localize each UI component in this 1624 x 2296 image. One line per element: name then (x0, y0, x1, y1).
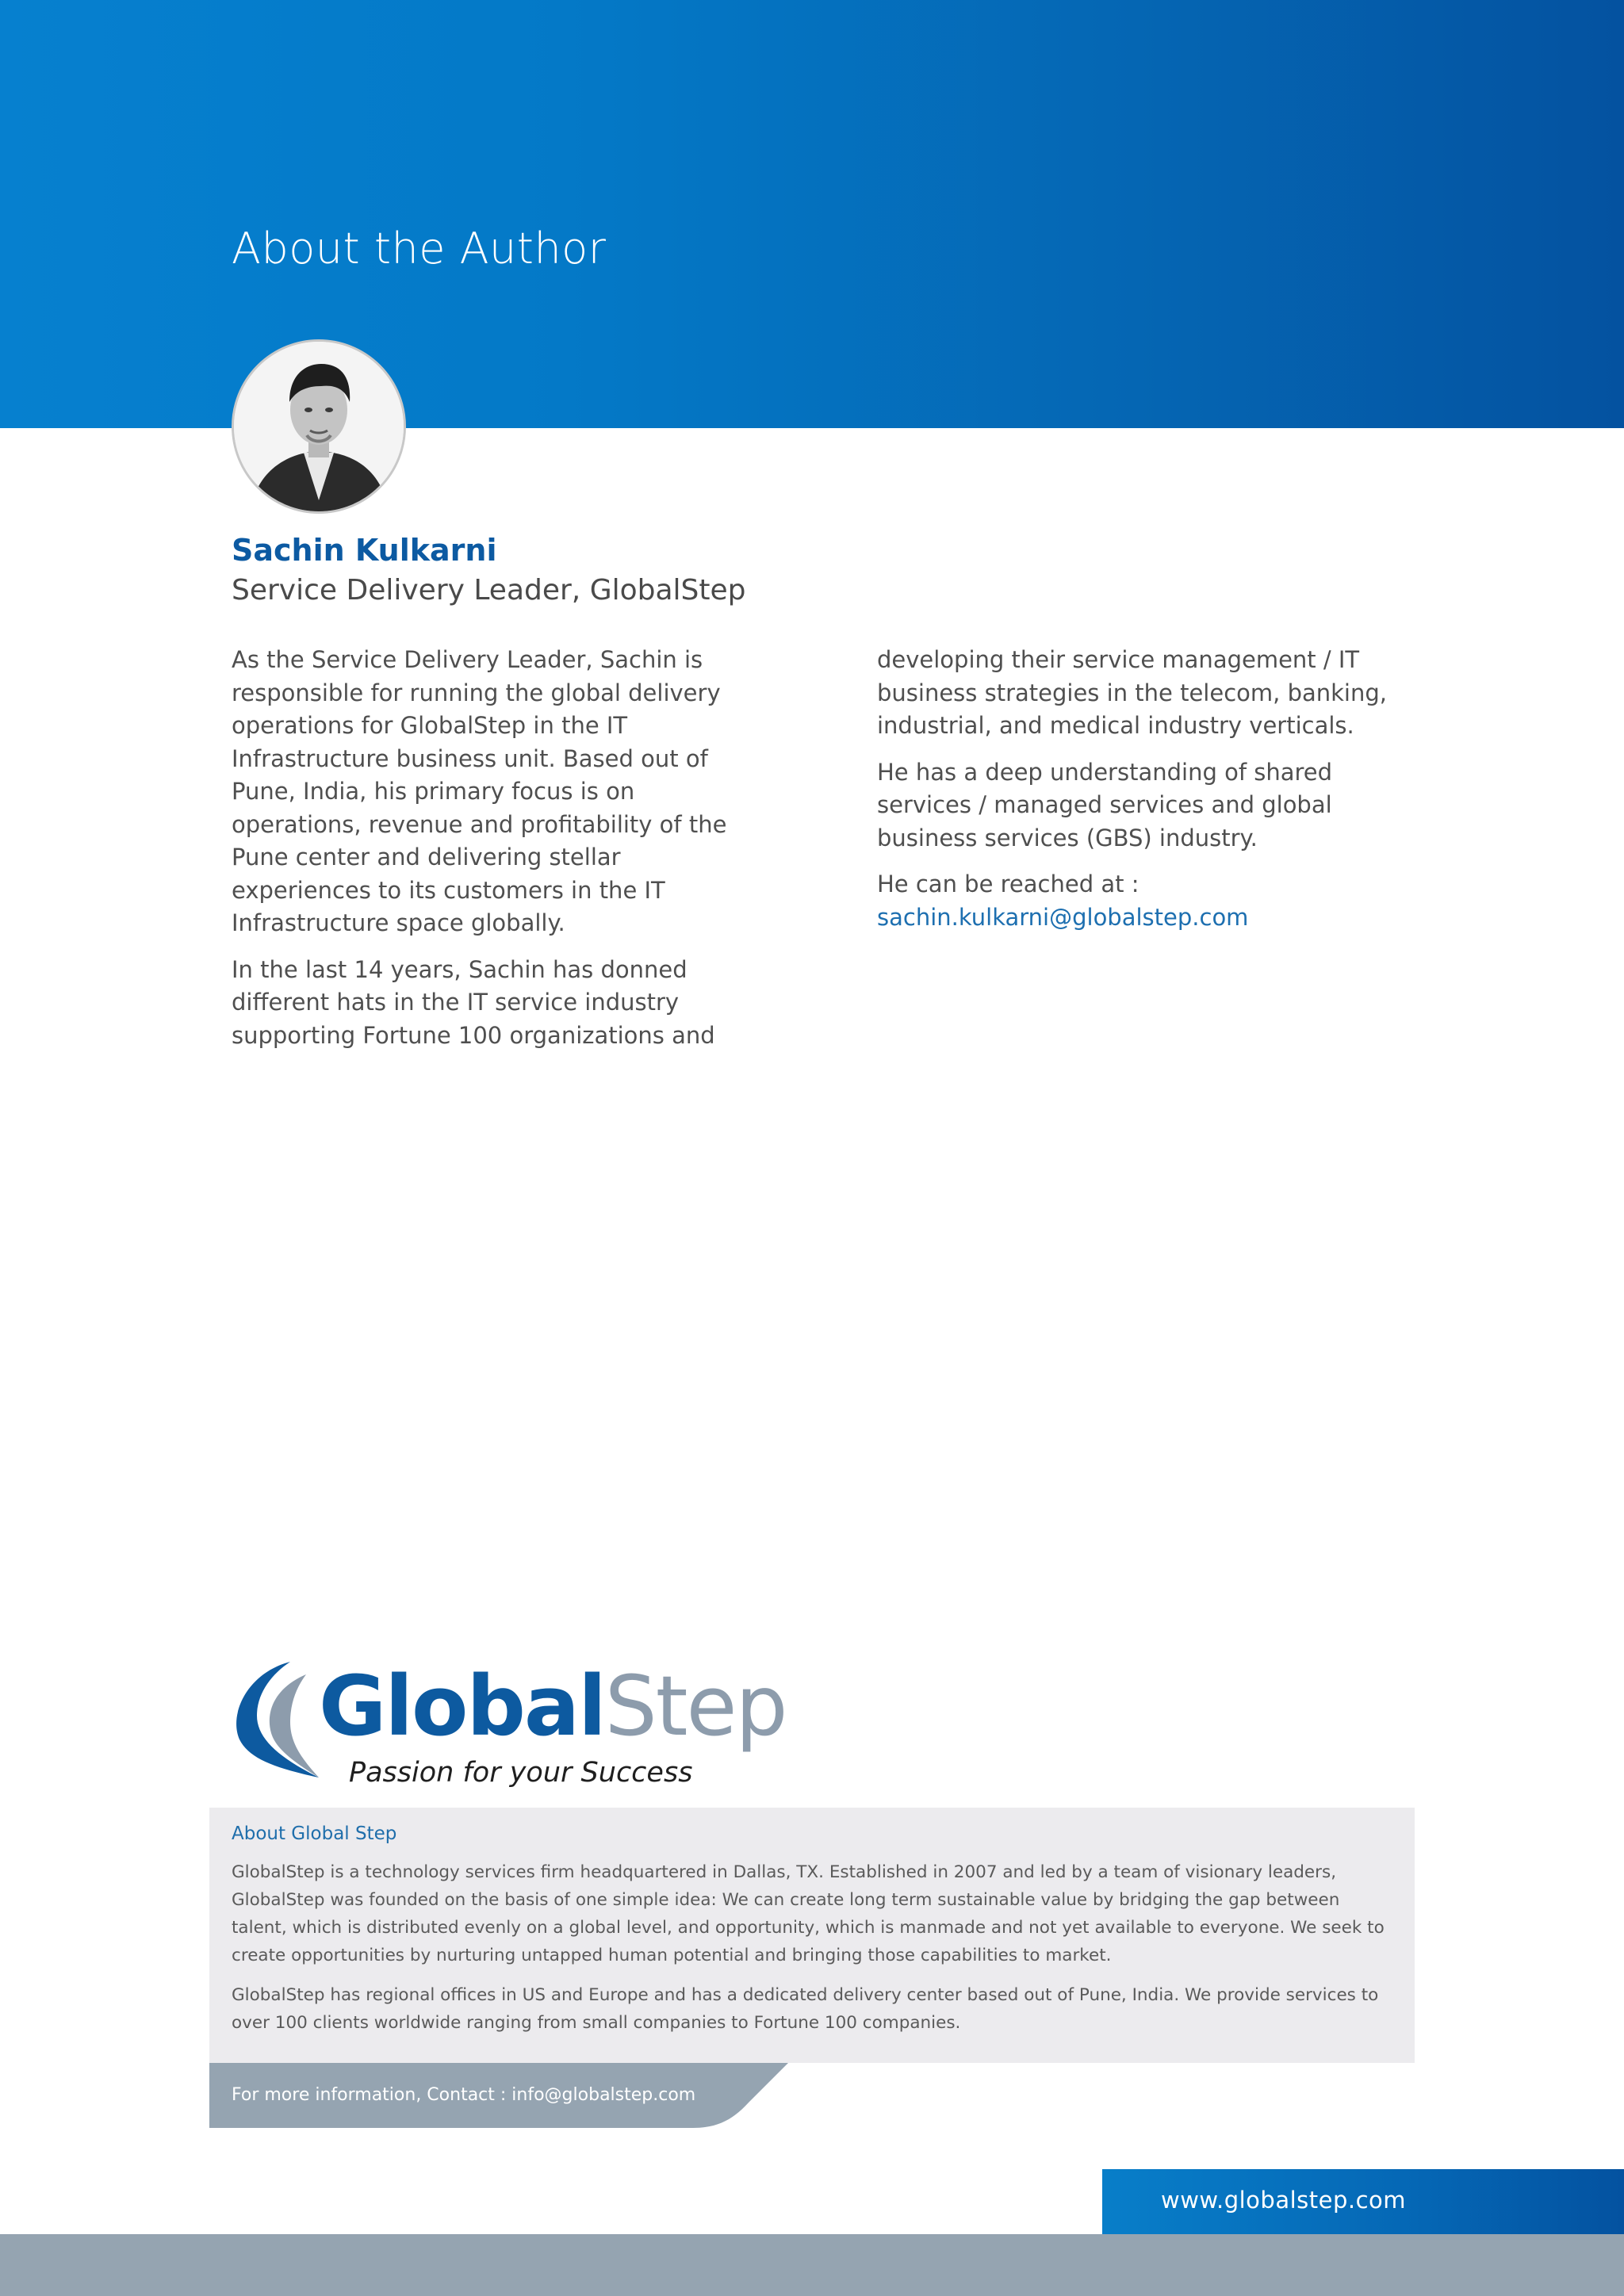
author-photo-image (234, 342, 404, 511)
globalstep-logo (230, 1657, 787, 1792)
author-name: Sachin Kulkarni (232, 533, 497, 568)
footer-band (0, 2234, 1624, 2296)
bio-paragraph: developing their service management / IT business strategies in the telecom, banking, industrial, and medical industry verticals. (877, 646, 1387, 739)
bio-paragraph: He has a deep understanding of shared services / managed services and global business services (GBS) industry. (877, 758, 1333, 851)
bio-paragraph: In the last 14 years, Sachin has donned different hats in the IT service industry supporting Fortune 100 organizations and (232, 955, 715, 1049)
logo-word-global: Global (319, 1658, 605, 1755)
website-bar (1102, 2169, 1624, 2234)
bio-column-left (232, 644, 755, 1066)
author-role: Service Delivery Leader, GlobalStep (232, 574, 746, 607)
about-company-paragraph: GlobalStep has regional offices in US and Europe and has a dedicated delivery center based out of Pune, India. We provide services to over 100 clients worldwide ranging from small companies to Fortune 100 companies. (232, 1985, 1379, 2033)
contact-tab (209, 2063, 788, 2128)
logo-wordmark (319, 1657, 787, 1756)
contact-info: For more information, Contact : info@globalstep.com (232, 2085, 696, 2105)
swoosh-icon (230, 1659, 333, 1777)
logo-tagline: Passion for your Success (349, 1757, 693, 1789)
bio-column-right (877, 644, 1400, 947)
about-company-title: About Global Step (232, 1823, 397, 1844)
contact-prefix: He can be reached at : (877, 871, 1139, 897)
logo-word-step: Step (604, 1658, 787, 1755)
author-photo (232, 339, 406, 514)
author-email-link[interactable]: sachin.kulkarni@globalstep.com (877, 903, 1249, 931)
about-company-panel (209, 1808, 1415, 2063)
page-title: About the Author (232, 224, 607, 274)
header-banner (0, 0, 1624, 428)
contact-line (877, 868, 1400, 934)
website-link[interactable]: www.globalstep.com (1161, 2187, 1407, 2214)
bio-paragraph: As the Service Delivery Leader, Sachin is responsible for running the global delivery operations for GlobalStep in the IT Infrastructure business unit. Based out of Pune, India, his primary focus is on operations, revenue and profitability of the Pune center and delivering stellar experiences to its customers in the IT Infrastructure space globally. (232, 646, 727, 936)
about-company-paragraph: GlobalStep is a technology services firm headquartered in Dallas, TX. Established in 2007 and led by a team of visionary leaders, GlobalStep was founded on the basis of one simple idea: We can create long term sustainable value by bridging the gap between talent, which is distributed evenly on a global level, and opportunity, which is manmade and not yet available to everyone. We seek to create opportunities by nurturing untapped human potential and bringing those capabilities to market. (232, 1862, 1385, 1965)
